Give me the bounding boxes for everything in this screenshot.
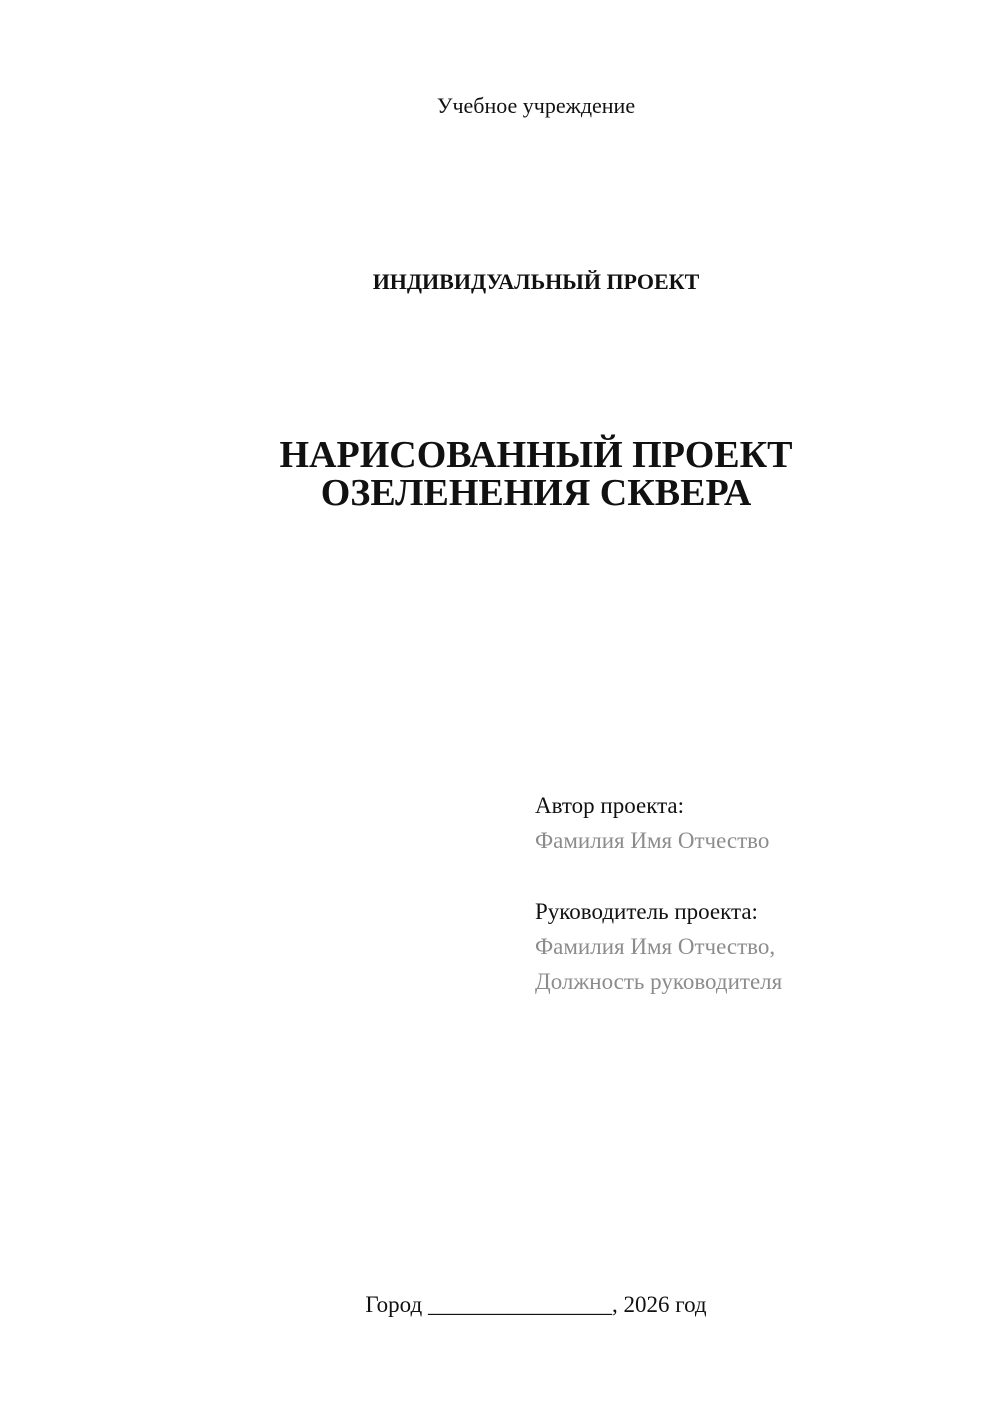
project-title-line-2: ОЗЕЛЕНЕНИЯ СКВЕРА (320, 472, 752, 514)
supervisor-label: Руководитель проекта: (535, 899, 758, 924)
author-label: Автор проекта: (535, 793, 684, 818)
project-title (0, 436, 1000, 512)
city-year-line: Город ________________, 2026 год (365, 1292, 707, 1317)
supervisor-position: Должность руководителя (535, 969, 783, 994)
info-spacer (535, 858, 975, 894)
author-name: Фамилия Имя Отчество (535, 828, 770, 853)
supervisor-name: Фамилия Имя Отчество, (535, 934, 776, 959)
document-type: ИНДИВИДУАЛЬНЫЙ ПРОЕКТ (372, 269, 700, 294)
institution-name: Учебное учреждение (436, 93, 636, 118)
project-info (535, 788, 975, 999)
project-title-line-1: НАРИСОВАННЫЙ ПРОЕКТ (279, 434, 793, 476)
